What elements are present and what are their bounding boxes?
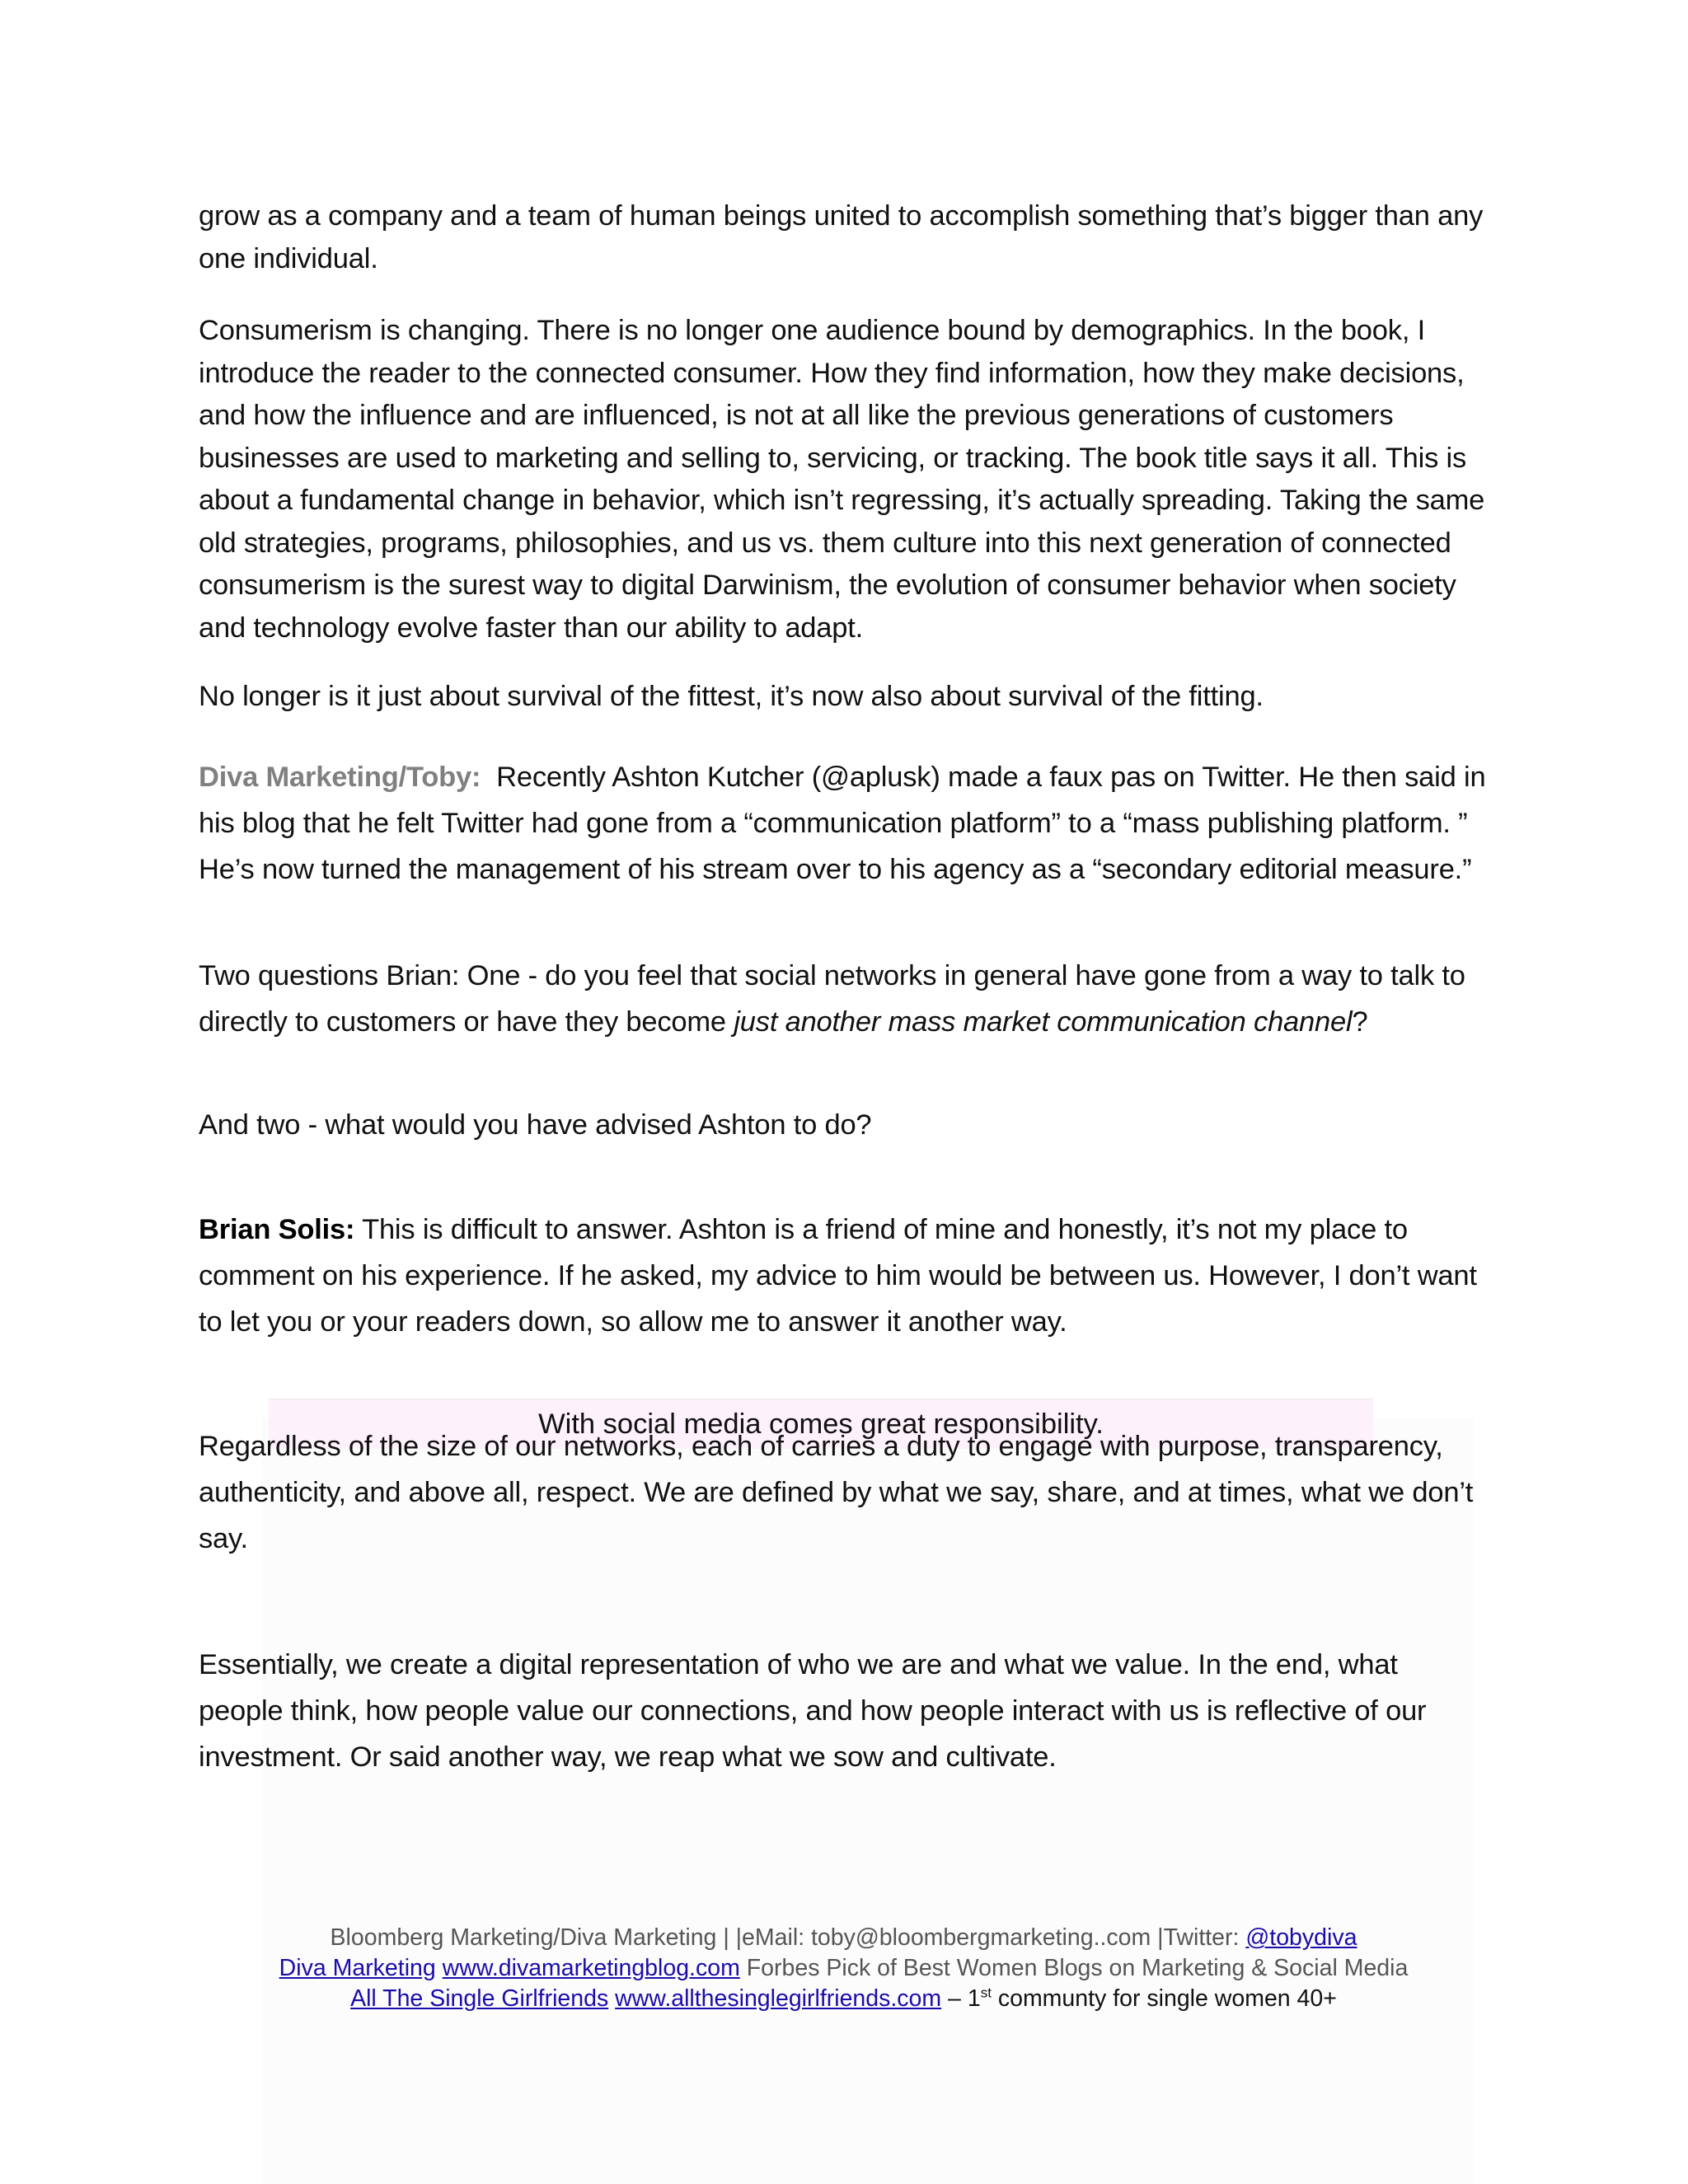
diva-marketing-link[interactable]: Diva Marketing: [279, 1955, 436, 1981]
answer-brian-text: This is difficult to answer. Ashton is a friend of mine and honestly, it’s not my place to comment on his experience. If he asked, my advice to him would be between us. However, I don’t want to let you or your readers down, so allow me to answer it another way.: [199, 1214, 1477, 1338]
footer-line-2: [199, 1953, 1489, 1984]
speaker-brian: Brian Solis:: [199, 1214, 355, 1245]
paragraph-survival-text: No longer is it just about survival of the fittest, it’s now also about survival of the fitting.: [199, 681, 1264, 712]
paragraph-consumerism-text: Consumerism is changing. There is no longer one audience bound by demographics. In the book, I introduce the reader to the connected consumer. How they find information, how they make decisions, and how the influence and are influenced, is not at all like the previous generations of customers businesses are used to marketing and selling to, servicing, or tracking. The book title says it all. This is about a fundamental change in behavior, which isn’t regressing, it’s actually spreading. Taking the same old strategies, programs, philosophies, and us vs. them culture into this next generation of connected consumerism is the surest way to digital Darwinism, the evolution of consumer behavior when society and technology evolve faster than our ability to adapt.: [199, 315, 1485, 644]
speaker-toby: Diva Marketing/Toby:: [199, 762, 481, 793]
footer-dash-text: – 1: [941, 1985, 981, 2012]
single-girlfriends-link[interactable]: All The Single Girlfriends: [350, 1985, 609, 2012]
paragraph-digital-representation: [199, 1642, 1489, 1780]
twitter-link[interactable]: @tobydiva: [1245, 1924, 1357, 1951]
footer-contact-text: Bloomberg Marketing/Diva Marketing | |eMail: toby@bloombergmarketing..com |Twitter:: [330, 1924, 1246, 1951]
question-advice-text: And two - what would you have advised Ashton to do?: [199, 1109, 872, 1141]
question-toby-text: Recently Ashton Kutcher (@aplusk) made a faux pas on Twitter. He then said in his blog that he felt Twitter had gone from a “communication platform” to a “mass publishing platform. ” He’s now turned the management of his stream over to his agency as a “secondary editorial measure.”: [199, 762, 1486, 885]
paragraph-survival: [199, 676, 1489, 719]
question-toby: [199, 754, 1489, 893]
footer-line-1: [199, 1923, 1489, 1953]
footer-community-text: communty for single women 40+: [991, 1985, 1337, 2012]
callout-quote: With social media comes great responsibility.: [269, 1399, 1373, 1449]
paragraph-networks-text: Regardless of the size of our networks, each of carries a duty to engage with purpose, transparency, authenticity, and above all, respect. We are defined by what we say, share, and at times, what we don’t say.: [199, 1431, 1474, 1554]
paragraph-digital-representation-text: Essentially, we create a digital representation of who we are and what we value. In the end, what people think, how people value our connections, and how people interact with us is reflective of our investment. Or said another way, we reap what we sow and cultivate.: [199, 1649, 1427, 1773]
question-two-parts: [199, 953, 1489, 1045]
paragraph-intro: [199, 195, 1489, 280]
question-advice: [199, 1102, 1489, 1148]
footer-line-3: [199, 1984, 1489, 2014]
footer-forbes-text: Forbes Pick of Best Women Blogs on Marketing & Social Media: [739, 1955, 1409, 1981]
diva-blog-url-link[interactable]: www.divamarketingblog.com: [442, 1955, 740, 1981]
paragraph-consumerism: [199, 310, 1489, 649]
question-italic-phrase: just another mass market communication channel: [734, 1006, 1353, 1038]
paragraph-networks: [199, 1423, 1489, 1562]
answer-brian: [199, 1207, 1489, 1345]
paragraph-intro-text: grow as a company and a team of human beings united to accomplish something that’s bigger than any one individual.: [199, 200, 1484, 274]
footer-superscript: st: [980, 1985, 992, 2001]
single-girlfriends-url-link[interactable]: www.allthesinglegirlfriends.com: [615, 1985, 942, 2012]
question-end: ?: [1352, 1006, 1368, 1038]
question-two-parts-text: Two questions Brian: One - do you feel that social networks in general have gone from a way to talk to directly to customers or have they become: [199, 960, 1465, 1038]
page-footer: [199, 1923, 1489, 2014]
